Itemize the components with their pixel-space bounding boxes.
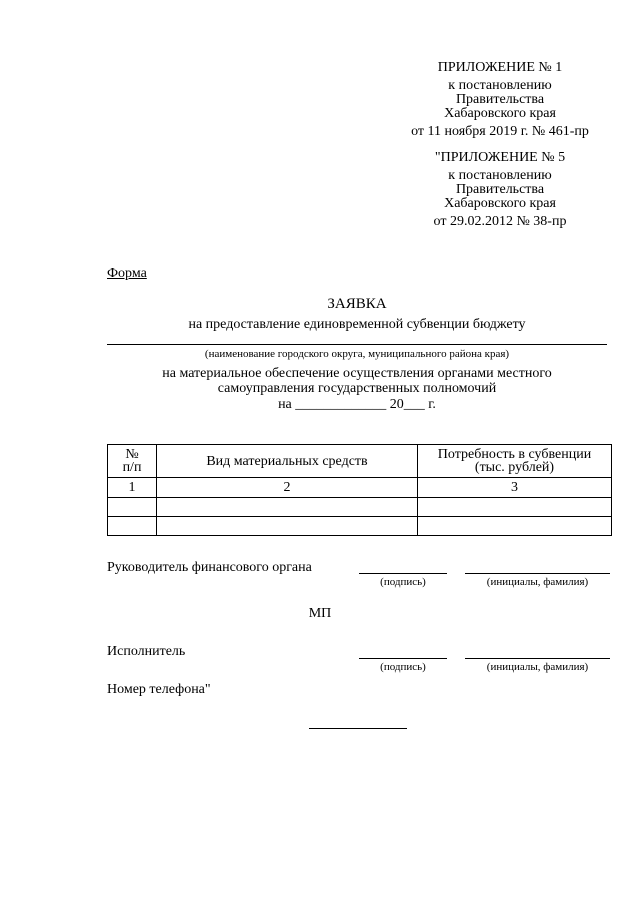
table-row — [108, 498, 612, 517]
appendix-1-line2: Правительства — [455, 92, 545, 107]
purpose-line-2: самоуправления государственных полномочий — [217, 381, 497, 396]
appendix-5-line3: Хабаровского края — [444, 196, 556, 211]
header-need-cell — [418, 445, 612, 478]
head-name-line[interactable] — [465, 573, 610, 574]
header-need: Потребность в субвенции — [437, 447, 592, 462]
executor-name-line[interactable] — [465, 658, 610, 659]
subsidy-table — [107, 444, 612, 536]
appendix-1-decree: от 11 ноября 2019 г. № 461-пр — [411, 124, 589, 139]
table-header-row — [108, 445, 612, 478]
document-title: ЗАЯВКА — [327, 296, 387, 312]
table-cell[interactable] — [157, 517, 418, 536]
header-kind: Вид материальных средств — [157, 445, 418, 478]
table-cell[interactable] — [418, 498, 612, 517]
document-subtitle: на предоставление единовременной субвенции бюджету — [188, 317, 526, 332]
head-signature-hint: (подпись) — [380, 576, 426, 588]
header-number-sign: № — [125, 447, 139, 462]
period-line: на _____________ 20___ г. — [278, 397, 436, 412]
table-cell[interactable] — [108, 498, 157, 517]
table-cell[interactable] — [418, 517, 612, 536]
table-cell[interactable] — [108, 517, 157, 536]
index-cell-1: 1 — [108, 478, 157, 498]
header-number-cell — [108, 445, 157, 478]
budget-name-line — [107, 344, 607, 345]
executor-label: Исполнитель — [107, 644, 186, 659]
appendix-1-line3: Хабаровского края — [444, 106, 556, 121]
index-cell-3: 3 — [418, 478, 612, 498]
header-number-abbr: п/п — [122, 460, 142, 475]
executor-signature-line[interactable] — [359, 658, 447, 659]
appendix-5-title: "ПРИЛОЖЕНИЕ № 5 — [434, 150, 566, 165]
appendix-5-line1: к постановлению — [448, 168, 552, 183]
closing-separator — [309, 728, 407, 729]
index-cell-2: 2 — [157, 478, 418, 498]
appendix-1-line1: к постановлению — [448, 78, 552, 93]
appendix-5-line2: Правительства — [455, 182, 545, 197]
stamp-label: МП — [308, 606, 332, 621]
head-label: Руководитель финансового органа — [107, 560, 312, 575]
head-signature-line[interactable] — [359, 573, 447, 574]
appendix-1-title: ПРИЛОЖЕНИЕ № 1 — [437, 60, 563, 75]
form-label: Форма — [107, 266, 147, 281]
executor-name-hint: (инициалы, фамилия) — [486, 661, 589, 673]
table-row — [108, 517, 612, 536]
table-cell[interactable] — [157, 498, 418, 517]
header-need-unit: (тыс. рублей) — [474, 460, 555, 475]
budget-name-hint: (наименование городского округа, муниципального района края) — [204, 348, 510, 360]
executor-signature-hint: (подпись) — [380, 661, 426, 673]
appendix-5-decree: от 29.02.2012 № 38-пр — [433, 214, 567, 229]
phone-label: Номер телефона" — [107, 682, 211, 697]
head-name-hint: (инициалы, фамилия) — [486, 576, 589, 588]
table-index-row — [108, 478, 612, 498]
purpose-line-1: на материальное обеспечение осуществления органами местного — [162, 366, 552, 381]
